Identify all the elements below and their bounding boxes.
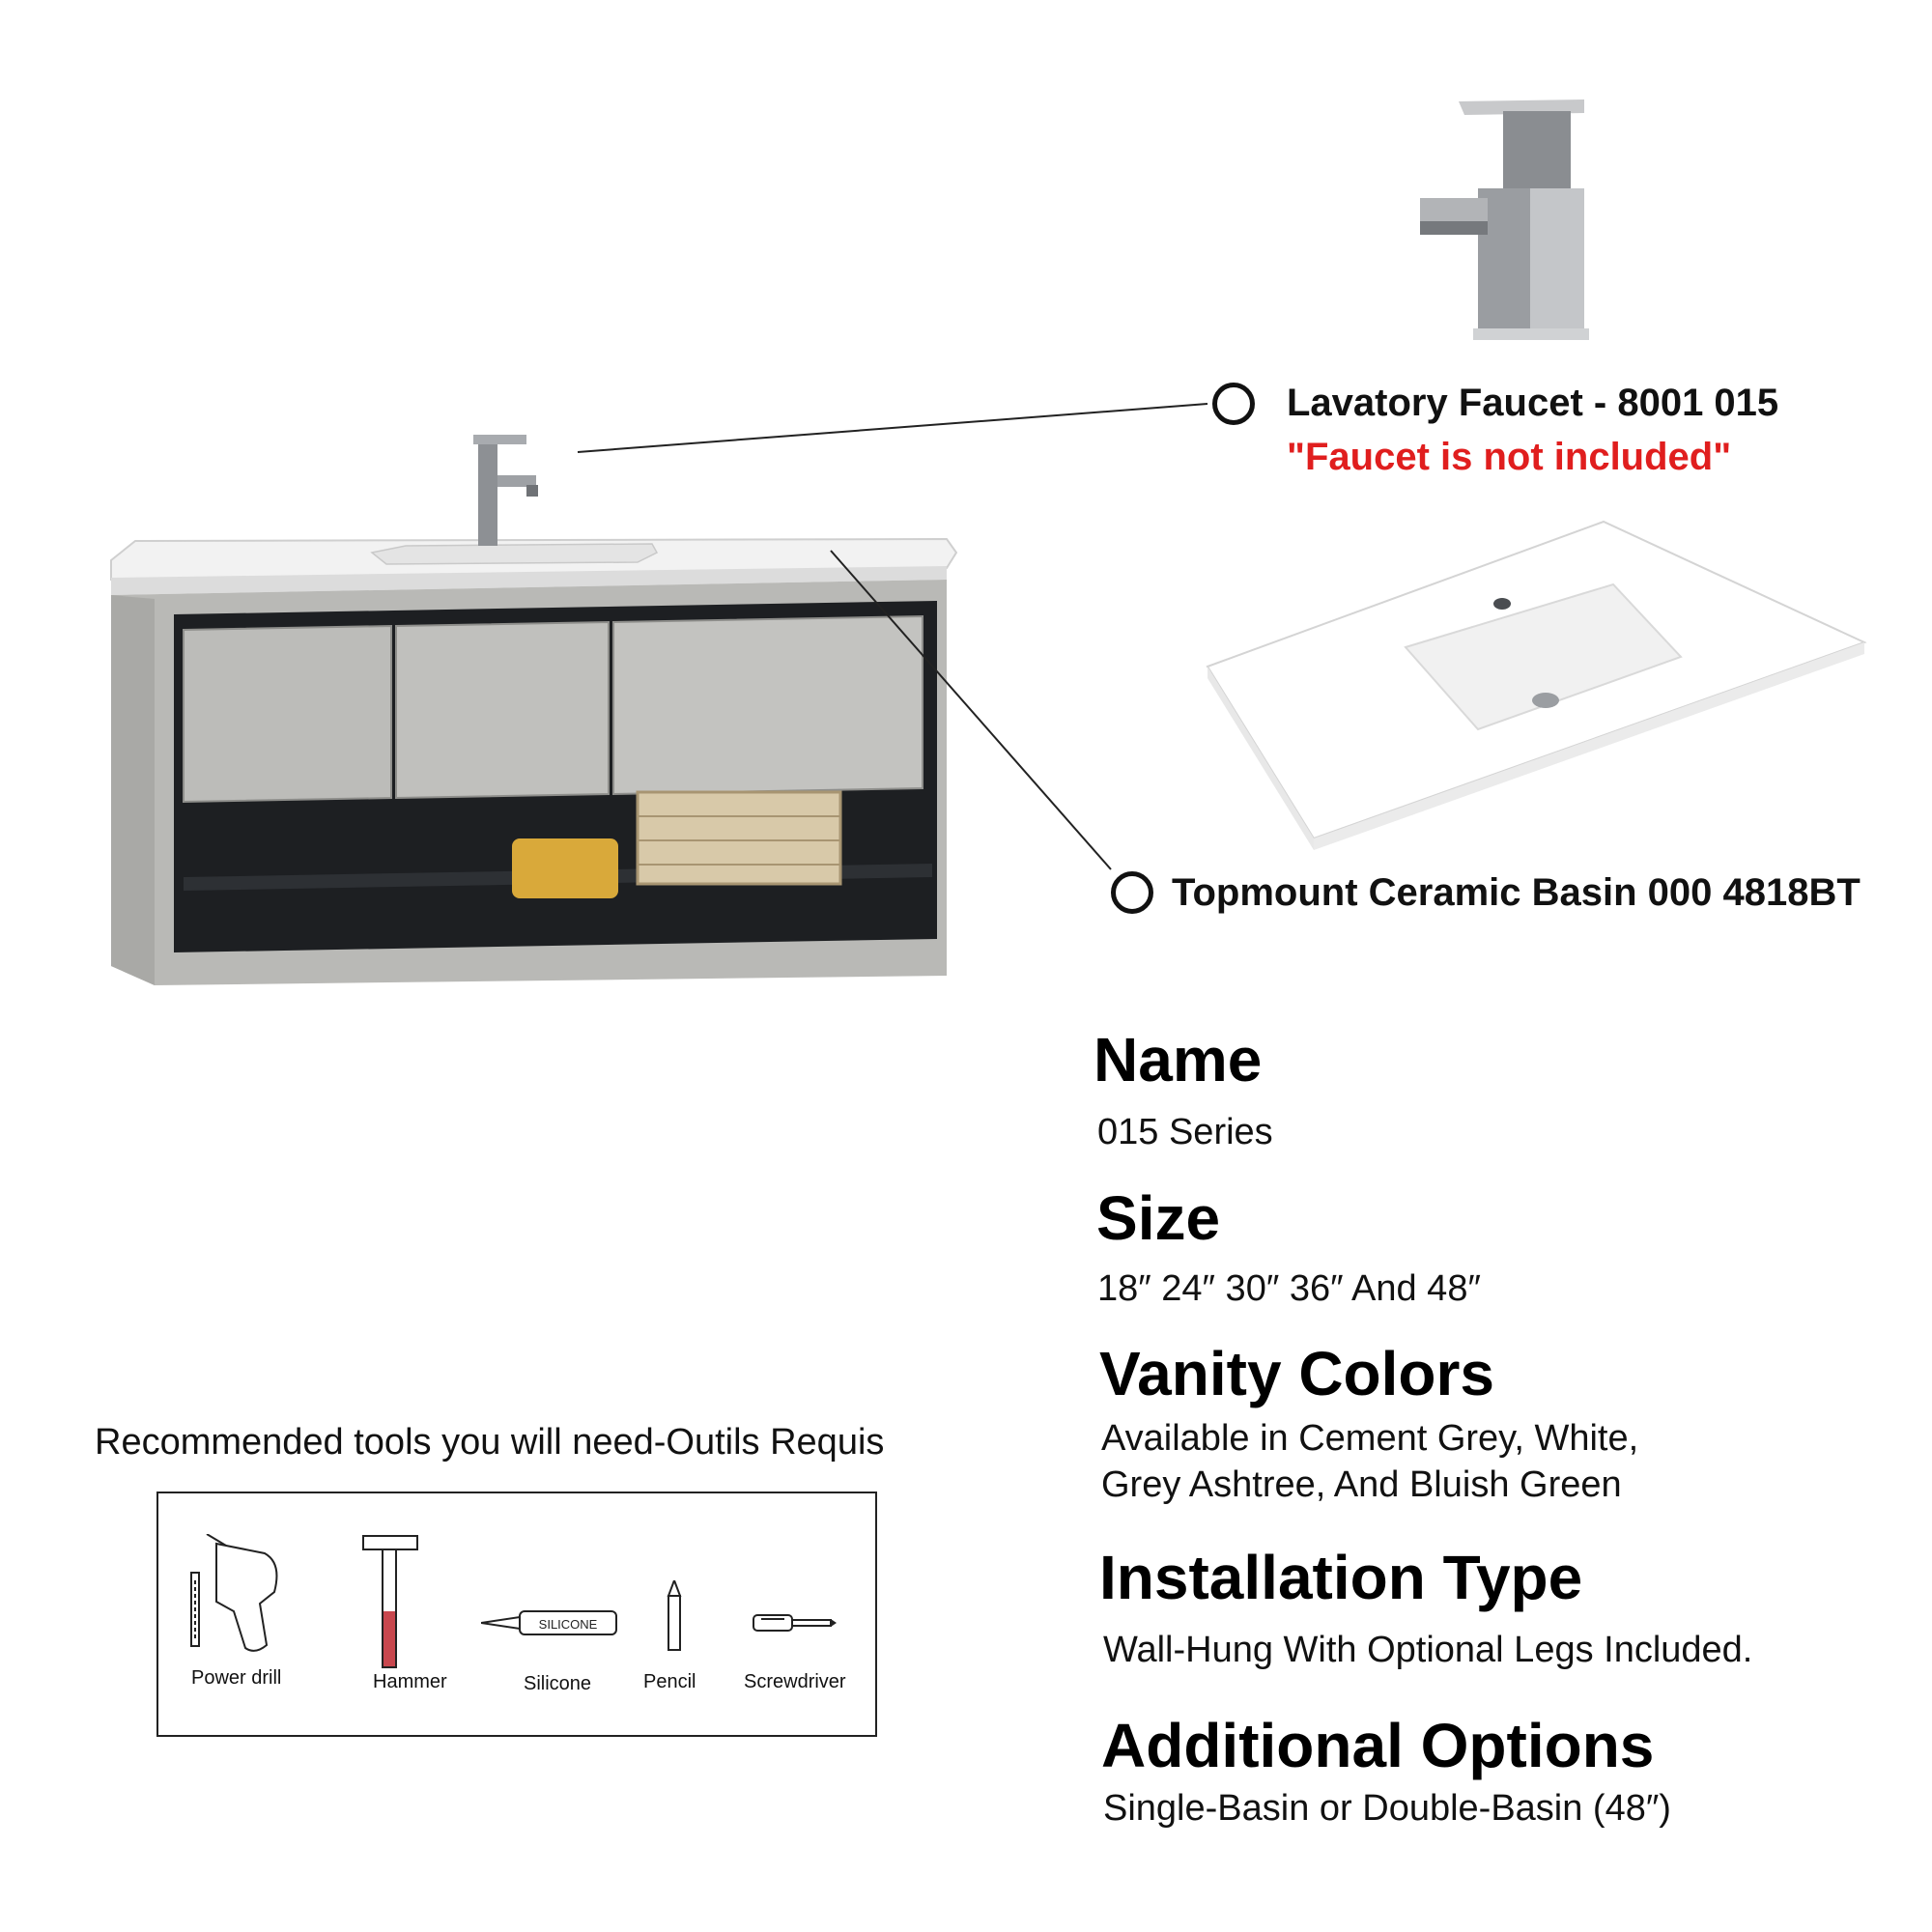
faucet-product-image — [1410, 92, 1604, 357]
pencil-icon — [667, 1580, 682, 1652]
spec-value-size: 18″ 24″ 30″ 36″ And 48″ — [1097, 1268, 1481, 1309]
spec-value-vanity-colors-line-1: Available in Cement Grey, White, — [1101, 1418, 1639, 1459]
basin-callout-marker — [1111, 871, 1153, 914]
faucet-callout-title: Lavatory Faucet - 8001 015 — [1287, 382, 1779, 424]
screwdriver-icon — [752, 1611, 838, 1634]
spec-value-installation-type: Wall-Hung With Optional Legs Included. — [1103, 1630, 1753, 1670]
tool-label-screwdriver: Screwdriver — [744, 1671, 846, 1692]
silicone-tube-icon-text: SILICONE — [538, 1617, 598, 1632]
tool-label-hammer: Hammer — [373, 1671, 447, 1692]
faucet-callout-marker — [1212, 383, 1255, 425]
basin-product-image — [1198, 512, 1874, 850]
tool-label-power-drill: Power drill — [191, 1667, 282, 1689]
spec-heading-installation-type: Installation Type — [1099, 1543, 1583, 1612]
spec-heading-size: Size — [1096, 1183, 1221, 1253]
tools-caption: Recommended tools you will need-Outils Requis — [95, 1422, 885, 1463]
tools-panel — [156, 1492, 877, 1737]
spec-value-name: 015 Series — [1097, 1112, 1273, 1152]
spec-value-additional-options: Single-Basin or Double-Basin (48″) — [1103, 1788, 1671, 1829]
hammer-icon — [361, 1534, 419, 1669]
spec-heading-vanity-colors: Vanity Colors — [1099, 1339, 1494, 1408]
tool-label-silicone: Silicone — [524, 1673, 592, 1694]
power-drill-icon — [178, 1534, 284, 1660]
spec-value-vanity-colors-line-2: Grey Ashtree, And Bluish Green — [1101, 1464, 1622, 1505]
spec-heading-name: Name — [1094, 1025, 1263, 1094]
faucet-not-included-note: "Faucet is not included" — [1287, 436, 1732, 478]
basin-callout-title: Topmount Ceramic Basin 000 4818BT — [1172, 871, 1861, 914]
spec-heading-additional-options: Additional Options — [1101, 1711, 1655, 1780]
tool-label-pencil: Pencil — [643, 1671, 696, 1692]
silicone-tube-icon — [481, 1605, 618, 1640]
